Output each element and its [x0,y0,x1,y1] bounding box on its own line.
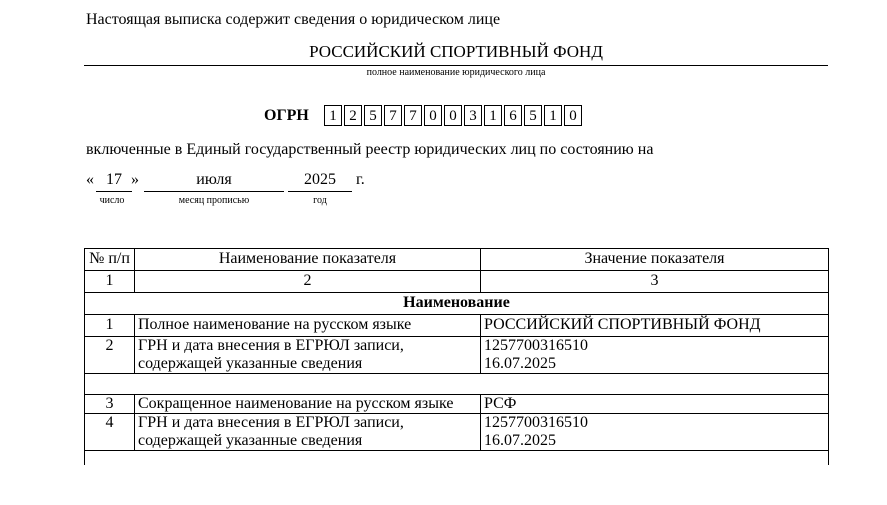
numbering-cell: 1 [85,271,135,293]
ogrn-digit: 5 [364,105,382,126]
row-indicator: Полное наименование на русском языке [135,315,481,337]
table-header-row [85,249,829,271]
row-indicator: Сокращенное наименование на русском языке [135,395,481,414]
date-month-underline [144,191,284,192]
row-number: 4 [85,414,135,451]
ogrn-digit: 7 [384,105,402,126]
register-statement: включенные в Единый государственный реестр юридических лиц по состоянию на [86,141,654,158]
ogrn-digit: 1 [544,105,562,126]
ogrn-digit: 7 [404,105,422,126]
date-day-caption: число [99,195,125,206]
organization-name-caption: полное наименование юридического лица [366,67,546,78]
row-value-grn: 1257700316510 [484,337,588,354]
date-day-underline [96,191,132,192]
header-number: № п/п [85,249,135,271]
row-number: 1 [85,315,135,337]
ogrn-digit: 3 [464,105,482,126]
table-row [85,395,829,414]
numbering-cell: 2 [135,271,481,293]
date-year-caption: год [313,195,327,206]
row-value: РСФ [481,395,829,414]
date-year-underline [288,191,352,192]
header-value: Значение показателя [481,249,829,271]
section-row [85,293,829,315]
row-value-date: 16.07.2025 [484,432,556,449]
row-value-grn: 1257700316510 [484,414,588,431]
date-open-quote: « [86,171,94,188]
row-indicator: ГРН и дата внесения в ЕГРЮЛ записи, содержащей указанные сведения [135,414,481,451]
ogrn-digit: 0 [564,105,582,126]
table-continuation-row [85,451,829,466]
row-indicator: ГРН и дата внесения в ЕГРЮЛ записи, содержащей указанные сведения [135,337,481,374]
ogrn-digit: 1 [324,105,342,126]
row-number: 2 [85,337,135,374]
spacer-cell [85,374,829,395]
ogrn-digit: 2 [344,105,362,126]
table-row [85,414,829,451]
table-row [85,337,829,374]
date-day: 17 [106,171,122,188]
ogrn-digit-boxes [324,105,584,126]
ogrn-digit: 1 [484,105,502,126]
row-value [481,414,829,451]
date-month-caption: месяц прописью [178,195,250,206]
date-year: 2025 [304,171,336,188]
legal-entity-info-table [84,248,829,465]
document-intro: Настоящая выписка содержит сведения о юридическом лице [86,11,501,28]
ogrn-digit: 5 [524,105,542,126]
organization-name-underline [84,65,828,66]
date-year-suffix: г. [356,171,365,188]
ogrn-digit: 6 [504,105,522,126]
ogrn-label: ОГРН [264,107,309,124]
section-title: Наименование [85,293,829,315]
ogrn-digit: 0 [444,105,462,126]
numbering-cell: 3 [481,271,829,293]
row-number: 3 [85,395,135,414]
date-month: июля [196,171,232,188]
table-numbering-row [85,271,829,293]
table-row [85,315,829,337]
date-close-quote: » [131,171,139,188]
row-value-date: 16.07.2025 [484,355,556,372]
spacer-row [85,374,829,395]
row-value: РОССИЙСКИЙ СПОРТИВНЫЙ ФОНД [481,315,829,337]
organization-name: РОССИЙСКИЙ СПОРТИВНЫЙ ФОНД [309,42,603,61]
continuation-cell [85,451,829,466]
row-value [481,337,829,374]
ogrn-digit: 0 [424,105,442,126]
header-indicator: Наименование показателя [135,249,481,271]
